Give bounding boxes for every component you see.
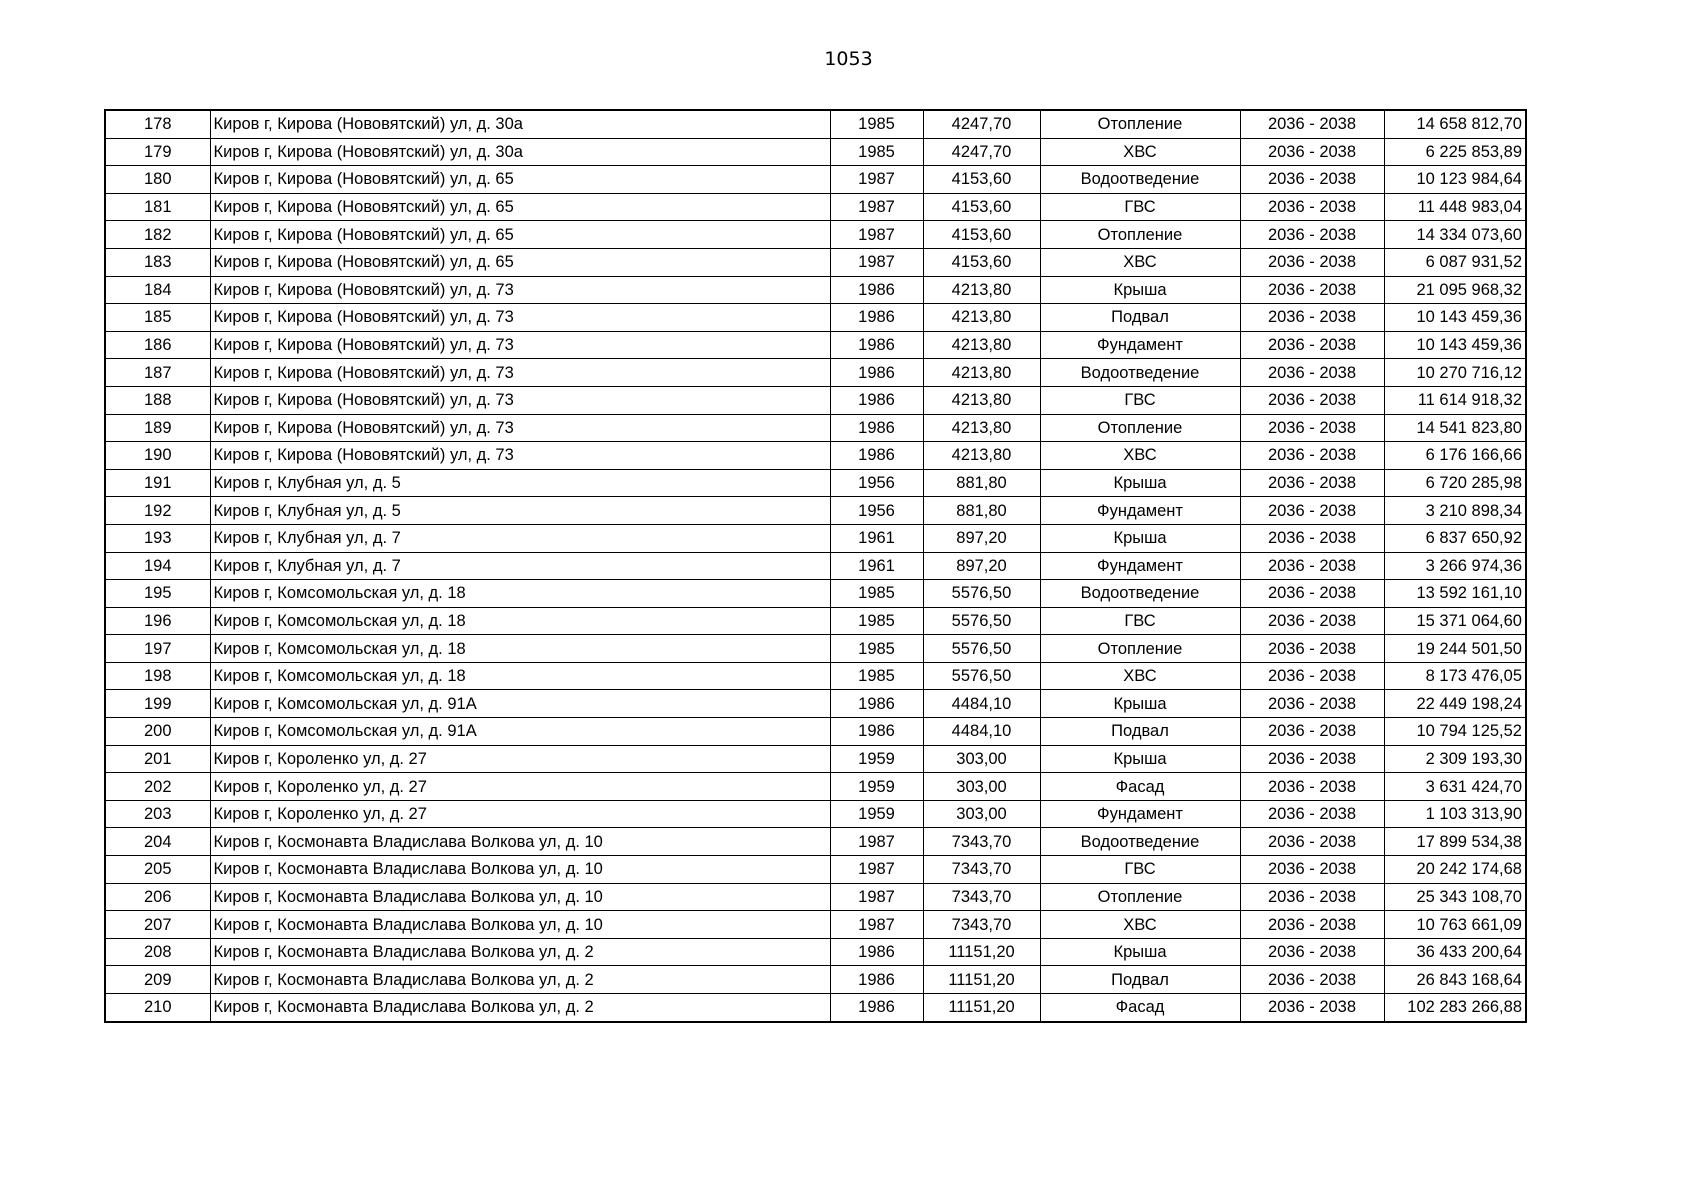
- period-cell: 2036 - 2038: [1240, 552, 1384, 580]
- table-row: [105, 800, 1526, 828]
- period-cell: 2036 - 2038: [1240, 221, 1384, 249]
- row-number: 207: [105, 911, 210, 939]
- table-row: [105, 635, 1526, 663]
- row-number: 199: [105, 690, 210, 718]
- year-cell: 1987: [830, 166, 923, 194]
- work-type-cell: ХВС: [1040, 442, 1240, 470]
- work-type-cell: Отопление: [1040, 221, 1240, 249]
- period-cell: 2036 - 2038: [1240, 773, 1384, 801]
- period-cell: 2036 - 2038: [1240, 966, 1384, 994]
- table-row: [105, 718, 1526, 746]
- address-cell: Киров г, Комсомольская ул, д. 18: [210, 662, 830, 690]
- year-cell: 1986: [830, 442, 923, 470]
- table-row: [105, 994, 1526, 1022]
- area-cell: 11151,20: [923, 938, 1040, 966]
- year-cell: 1986: [830, 276, 923, 304]
- work-type-cell: Фундамент: [1040, 800, 1240, 828]
- row-number: 190: [105, 442, 210, 470]
- cost-cell: 14 334 073,60: [1384, 221, 1526, 249]
- row-number: 189: [105, 414, 210, 442]
- address-cell: Киров г, Кирова (Нововятский) ул, д. 65: [210, 166, 830, 194]
- row-number: 194: [105, 552, 210, 580]
- year-cell: 1986: [830, 718, 923, 746]
- area-cell: 303,00: [923, 745, 1040, 773]
- table-row: [105, 524, 1526, 552]
- table-body: [105, 110, 1526, 1022]
- row-number: 208: [105, 938, 210, 966]
- work-type-cell: ГВС: [1040, 856, 1240, 884]
- cost-cell: 3 631 424,70: [1384, 773, 1526, 801]
- period-cell: 2036 - 2038: [1240, 193, 1384, 221]
- year-cell: 1987: [830, 193, 923, 221]
- area-cell: 4213,80: [923, 304, 1040, 332]
- row-number: 191: [105, 469, 210, 497]
- cost-cell: 3 210 898,34: [1384, 497, 1526, 525]
- area-cell: 4247,70: [923, 138, 1040, 166]
- year-cell: 1986: [830, 386, 923, 414]
- period-cell: 2036 - 2038: [1240, 607, 1384, 635]
- area-cell: 7343,70: [923, 883, 1040, 911]
- year-cell: 1956: [830, 497, 923, 525]
- work-type-cell: Фасад: [1040, 994, 1240, 1022]
- year-cell: 1987: [830, 828, 923, 856]
- address-cell: Киров г, Кирова (Нововятский) ул, д. 73: [210, 414, 830, 442]
- area-cell: 881,80: [923, 469, 1040, 497]
- period-cell: 2036 - 2038: [1240, 386, 1384, 414]
- year-cell: 1987: [830, 221, 923, 249]
- work-type-cell: Подвал: [1040, 304, 1240, 332]
- table-row: [105, 607, 1526, 635]
- address-cell: Киров г, Комсомольская ул, д. 18: [210, 635, 830, 663]
- address-cell: Киров г, Короленко ул, д. 27: [210, 773, 830, 801]
- work-type-cell: Крыша: [1040, 469, 1240, 497]
- area-cell: 5576,50: [923, 607, 1040, 635]
- year-cell: 1986: [830, 994, 923, 1022]
- area-cell: 4153,60: [923, 248, 1040, 276]
- row-number: 185: [105, 304, 210, 332]
- cost-cell: 6 087 931,52: [1384, 248, 1526, 276]
- cost-cell: 36 433 200,64: [1384, 938, 1526, 966]
- work-type-cell: Отопление: [1040, 110, 1240, 138]
- address-cell: Киров г, Кирова (Нововятский) ул, д. 30а: [210, 110, 830, 138]
- area-cell: 897,20: [923, 552, 1040, 580]
- address-cell: Киров г, Космонавта Владислава Волкова ул, д. 2: [210, 938, 830, 966]
- cost-cell: 2 309 193,30: [1384, 745, 1526, 773]
- work-type-cell: Водоотведение: [1040, 828, 1240, 856]
- cost-cell: 11 614 918,32: [1384, 386, 1526, 414]
- work-type-cell: Крыша: [1040, 276, 1240, 304]
- address-cell: Киров г, Космонавта Владислава Волкова ул, д. 10: [210, 856, 830, 884]
- row-number: 201: [105, 745, 210, 773]
- year-cell: 1986: [830, 414, 923, 442]
- period-cell: 2036 - 2038: [1240, 718, 1384, 746]
- work-type-cell: ХВС: [1040, 248, 1240, 276]
- period-cell: 2036 - 2038: [1240, 828, 1384, 856]
- address-cell: Киров г, Комсомольская ул, д. 91А: [210, 718, 830, 746]
- area-cell: 897,20: [923, 524, 1040, 552]
- year-cell: 1959: [830, 745, 923, 773]
- table-row: [105, 938, 1526, 966]
- year-cell: 1985: [830, 635, 923, 663]
- work-type-cell: Фасад: [1040, 773, 1240, 801]
- address-cell: Киров г, Короленко ул, д. 27: [210, 800, 830, 828]
- work-type-cell: ГВС: [1040, 386, 1240, 414]
- work-type-cell: ХВС: [1040, 662, 1240, 690]
- work-type-cell: Водоотведение: [1040, 166, 1240, 194]
- cost-cell: 10 794 125,52: [1384, 718, 1526, 746]
- area-cell: 7343,70: [923, 828, 1040, 856]
- cost-cell: 6 176 166,66: [1384, 442, 1526, 470]
- year-cell: 1961: [830, 552, 923, 580]
- table-row: [105, 248, 1526, 276]
- table-row: [105, 856, 1526, 884]
- period-cell: 2036 - 2038: [1240, 580, 1384, 608]
- area-cell: 4213,80: [923, 331, 1040, 359]
- row-number: 200: [105, 718, 210, 746]
- table-row: [105, 221, 1526, 249]
- period-cell: 2036 - 2038: [1240, 800, 1384, 828]
- cost-cell: 14 541 823,80: [1384, 414, 1526, 442]
- address-cell: Киров г, Космонавта Владислава Волкова ул, д. 10: [210, 911, 830, 939]
- work-type-cell: Водоотведение: [1040, 359, 1240, 387]
- cost-cell: 20 242 174,68: [1384, 856, 1526, 884]
- address-cell: Киров г, Кирова (Нововятский) ул, д. 73: [210, 304, 830, 332]
- row-number: 205: [105, 856, 210, 884]
- period-cell: 2036 - 2038: [1240, 690, 1384, 718]
- period-cell: 2036 - 2038: [1240, 938, 1384, 966]
- year-cell: 1961: [830, 524, 923, 552]
- cost-cell: 13 592 161,10: [1384, 580, 1526, 608]
- cost-cell: 6 837 650,92: [1384, 524, 1526, 552]
- row-number: 181: [105, 193, 210, 221]
- area-cell: 4153,60: [923, 193, 1040, 221]
- table-row: [105, 883, 1526, 911]
- address-cell: Киров г, Клубная ул, д. 7: [210, 552, 830, 580]
- cost-cell: 19 244 501,50: [1384, 635, 1526, 663]
- table-row: [105, 911, 1526, 939]
- address-cell: Киров г, Кирова (Нововятский) ул, д. 30а: [210, 138, 830, 166]
- table-row: [105, 138, 1526, 166]
- capital-repair-table: [104, 109, 1527, 1023]
- area-cell: 11151,20: [923, 966, 1040, 994]
- year-cell: 1959: [830, 773, 923, 801]
- work-type-cell: Крыша: [1040, 690, 1240, 718]
- year-cell: 1985: [830, 662, 923, 690]
- row-number: 195: [105, 580, 210, 608]
- year-cell: 1985: [830, 110, 923, 138]
- cost-cell: 26 843 168,64: [1384, 966, 1526, 994]
- row-number: 202: [105, 773, 210, 801]
- table-row: [105, 331, 1526, 359]
- address-cell: Киров г, Комсомольская ул, д. 18: [210, 607, 830, 635]
- area-cell: 7343,70: [923, 856, 1040, 884]
- cost-cell: 10 143 459,36: [1384, 304, 1526, 332]
- address-cell: Киров г, Кирова (Нововятский) ул, д. 73: [210, 359, 830, 387]
- year-cell: 1987: [830, 883, 923, 911]
- row-number: 182: [105, 221, 210, 249]
- table-row: [105, 110, 1526, 138]
- year-cell: 1986: [830, 304, 923, 332]
- period-cell: 2036 - 2038: [1240, 911, 1384, 939]
- area-cell: 5576,50: [923, 580, 1040, 608]
- period-cell: 2036 - 2038: [1240, 469, 1384, 497]
- address-cell: Киров г, Кирова (Нововятский) ул, д. 73: [210, 331, 830, 359]
- work-type-cell: ХВС: [1040, 138, 1240, 166]
- table-row: [105, 166, 1526, 194]
- work-type-cell: Крыша: [1040, 745, 1240, 773]
- area-cell: 11151,20: [923, 994, 1040, 1022]
- address-cell: Киров г, Комсомольская ул, д. 18: [210, 580, 830, 608]
- period-cell: 2036 - 2038: [1240, 497, 1384, 525]
- work-type-cell: Крыша: [1040, 938, 1240, 966]
- cost-cell: 22 449 198,24: [1384, 690, 1526, 718]
- year-cell: 1987: [830, 856, 923, 884]
- cost-cell: 17 899 534,38: [1384, 828, 1526, 856]
- area-cell: 4247,70: [923, 110, 1040, 138]
- period-cell: 2036 - 2038: [1240, 138, 1384, 166]
- row-number: 187: [105, 359, 210, 387]
- cost-cell: 8 173 476,05: [1384, 662, 1526, 690]
- year-cell: 1986: [830, 690, 923, 718]
- table-row: [105, 828, 1526, 856]
- address-cell: Киров г, Космонавта Владислава Волкова ул, д. 10: [210, 883, 830, 911]
- year-cell: 1959: [830, 800, 923, 828]
- period-cell: 2036 - 2038: [1240, 442, 1384, 470]
- area-cell: 881,80: [923, 497, 1040, 525]
- address-cell: Киров г, Кирова (Нововятский) ул, д. 65: [210, 193, 830, 221]
- area-cell: 4153,60: [923, 221, 1040, 249]
- year-cell: 1987: [830, 911, 923, 939]
- period-cell: 2036 - 2038: [1240, 883, 1384, 911]
- period-cell: 2036 - 2038: [1240, 856, 1384, 884]
- table-row: [105, 745, 1526, 773]
- address-cell: Киров г, Космонавта Владислава Волкова ул, д. 2: [210, 966, 830, 994]
- address-cell: Киров г, Короленко ул, д. 27: [210, 745, 830, 773]
- table-row: [105, 966, 1526, 994]
- period-cell: 2036 - 2038: [1240, 166, 1384, 194]
- year-cell: 1986: [830, 938, 923, 966]
- period-cell: 2036 - 2038: [1240, 331, 1384, 359]
- row-number: 183: [105, 248, 210, 276]
- period-cell: 2036 - 2038: [1240, 662, 1384, 690]
- area-cell: 4213,80: [923, 276, 1040, 304]
- address-cell: Киров г, Клубная ул, д. 5: [210, 469, 830, 497]
- work-type-cell: Фундамент: [1040, 552, 1240, 580]
- cost-cell: 102 283 266,88: [1384, 994, 1526, 1022]
- table-row: [105, 386, 1526, 414]
- address-cell: Киров г, Кирова (Нововятский) ул, д. 65: [210, 248, 830, 276]
- address-cell: Киров г, Кирова (Нововятский) ул, д. 65: [210, 221, 830, 249]
- row-number: 210: [105, 994, 210, 1022]
- work-type-cell: Отопление: [1040, 883, 1240, 911]
- row-number: 209: [105, 966, 210, 994]
- row-number: 192: [105, 497, 210, 525]
- address-cell: Киров г, Космонавта Владислава Волкова ул, д. 2: [210, 994, 830, 1022]
- table-row: [105, 662, 1526, 690]
- work-type-cell: Фундамент: [1040, 331, 1240, 359]
- row-number: 203: [105, 800, 210, 828]
- period-cell: 2036 - 2038: [1240, 276, 1384, 304]
- period-cell: 2036 - 2038: [1240, 414, 1384, 442]
- row-number: 197: [105, 635, 210, 663]
- year-cell: 1985: [830, 607, 923, 635]
- row-number: 186: [105, 331, 210, 359]
- cost-cell: 6 720 285,98: [1384, 469, 1526, 497]
- area-cell: 303,00: [923, 773, 1040, 801]
- work-type-cell: Подвал: [1040, 718, 1240, 746]
- period-cell: 2036 - 2038: [1240, 994, 1384, 1022]
- cost-cell: 25 343 108,70: [1384, 883, 1526, 911]
- address-cell: Киров г, Кирова (Нововятский) ул, д. 73: [210, 386, 830, 414]
- year-cell: 1956: [830, 469, 923, 497]
- work-type-cell: ХВС: [1040, 911, 1240, 939]
- year-cell: 1986: [830, 331, 923, 359]
- area-cell: 4484,10: [923, 690, 1040, 718]
- table-row: [105, 193, 1526, 221]
- row-number: 188: [105, 386, 210, 414]
- cost-cell: 15 371 064,60: [1384, 607, 1526, 635]
- period-cell: 2036 - 2038: [1240, 635, 1384, 663]
- work-type-cell: ГВС: [1040, 193, 1240, 221]
- cost-cell: 10 123 984,64: [1384, 166, 1526, 194]
- page-number: 1053: [824, 48, 873, 70]
- work-type-cell: Отопление: [1040, 414, 1240, 442]
- address-cell: Киров г, Клубная ул, д. 5: [210, 497, 830, 525]
- row-number: 180: [105, 166, 210, 194]
- cost-cell: 3 266 974,36: [1384, 552, 1526, 580]
- area-cell: 4484,10: [923, 718, 1040, 746]
- cost-cell: 10 763 661,09: [1384, 911, 1526, 939]
- period-cell: 2036 - 2038: [1240, 304, 1384, 332]
- address-cell: Киров г, Кирова (Нововятский) ул, д. 73: [210, 276, 830, 304]
- address-cell: Киров г, Космонавта Владислава Волкова ул, д. 10: [210, 828, 830, 856]
- row-number: 184: [105, 276, 210, 304]
- cost-cell: 14 658 812,70: [1384, 110, 1526, 138]
- area-cell: 4213,80: [923, 442, 1040, 470]
- table-row: [105, 304, 1526, 332]
- row-number: 178: [105, 110, 210, 138]
- row-number: 193: [105, 524, 210, 552]
- row-number: 204: [105, 828, 210, 856]
- table-row: [105, 497, 1526, 525]
- area-cell: 7343,70: [923, 911, 1040, 939]
- year-cell: 1986: [830, 966, 923, 994]
- row-number: 198: [105, 662, 210, 690]
- period-cell: 2036 - 2038: [1240, 745, 1384, 773]
- cost-cell: 10 270 716,12: [1384, 359, 1526, 387]
- area-cell: 4213,80: [923, 359, 1040, 387]
- row-number: 179: [105, 138, 210, 166]
- period-cell: 2036 - 2038: [1240, 110, 1384, 138]
- area-cell: 4153,60: [923, 166, 1040, 194]
- cost-cell: 11 448 983,04: [1384, 193, 1526, 221]
- work-type-cell: Подвал: [1040, 966, 1240, 994]
- table-row: [105, 690, 1526, 718]
- cost-cell: 6 225 853,89: [1384, 138, 1526, 166]
- work-type-cell: Крыша: [1040, 524, 1240, 552]
- period-cell: 2036 - 2038: [1240, 359, 1384, 387]
- work-type-cell: ГВС: [1040, 607, 1240, 635]
- cost-cell: 1 103 313,90: [1384, 800, 1526, 828]
- period-cell: 2036 - 2038: [1240, 524, 1384, 552]
- area-cell: 4213,80: [923, 414, 1040, 442]
- address-cell: Киров г, Комсомольская ул, д. 91А: [210, 690, 830, 718]
- table-row: [105, 442, 1526, 470]
- cost-cell: 21 095 968,32: [1384, 276, 1526, 304]
- work-type-cell: Отопление: [1040, 635, 1240, 663]
- period-cell: 2036 - 2038: [1240, 248, 1384, 276]
- year-cell: 1987: [830, 248, 923, 276]
- table-row: [105, 276, 1526, 304]
- area-cell: 4213,80: [923, 386, 1040, 414]
- table-row: [105, 359, 1526, 387]
- work-type-cell: Фундамент: [1040, 497, 1240, 525]
- table-row: [105, 414, 1526, 442]
- work-type-cell: Водоотведение: [1040, 580, 1240, 608]
- year-cell: 1985: [830, 138, 923, 166]
- cost-cell: 10 143 459,36: [1384, 331, 1526, 359]
- table-row: [105, 469, 1526, 497]
- address-cell: Киров г, Клубная ул, д. 7: [210, 524, 830, 552]
- row-number: 196: [105, 607, 210, 635]
- address-cell: Киров г, Кирова (Нововятский) ул, д. 73: [210, 442, 830, 470]
- year-cell: 1985: [830, 580, 923, 608]
- area-cell: 303,00: [923, 800, 1040, 828]
- area-cell: 5576,50: [923, 635, 1040, 663]
- table-row: [105, 552, 1526, 580]
- row-number: 206: [105, 883, 210, 911]
- table-row: [105, 773, 1526, 801]
- table-row: [105, 580, 1526, 608]
- area-cell: 5576,50: [923, 662, 1040, 690]
- year-cell: 1986: [830, 359, 923, 387]
